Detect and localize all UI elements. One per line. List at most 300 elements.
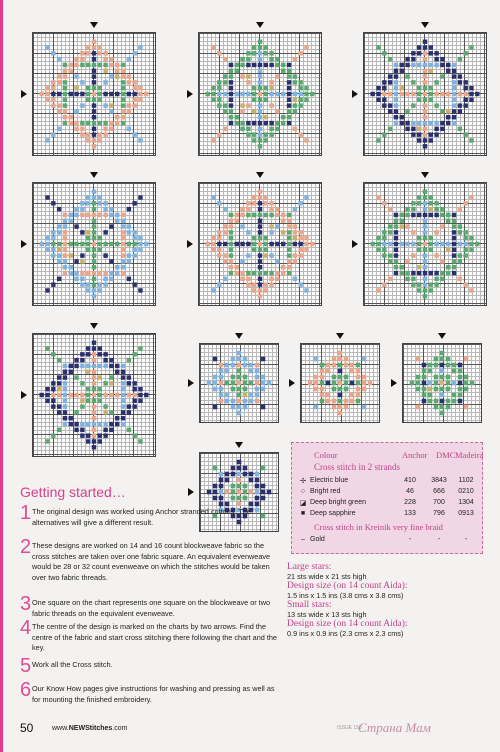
stitch-cell: [452, 63, 456, 67]
stitch-cell: [246, 282, 250, 286]
small-stars-title: Small stars:: [287, 600, 332, 610]
stitch-cell: [103, 271, 107, 275]
stitch-cell: [350, 381, 355, 386]
key-colour-name: Bright red: [310, 488, 341, 495]
stitch-cell: [428, 399, 433, 404]
stitch-cell: [356, 393, 361, 398]
stitch-cell: [246, 201, 250, 205]
stitch-cell: [440, 411, 445, 416]
stitch-cell: [80, 201, 84, 205]
key-symbol: ○: [300, 488, 306, 495]
stitch-cell: [127, 358, 131, 362]
stitch-cell: [281, 92, 285, 96]
stitch-cell: [394, 69, 398, 73]
stitch-cell: [127, 242, 131, 246]
stitch-cell: [417, 45, 421, 49]
stitch-cell: [434, 282, 438, 286]
stitch-cell: [69, 416, 73, 420]
stitch-cell: [229, 115, 233, 119]
stitch-cell: [320, 393, 325, 398]
stitch-cell: [57, 381, 61, 385]
stitch-cell: [423, 253, 427, 257]
stitch-cell: [293, 236, 297, 240]
stitch-cell: [411, 207, 415, 211]
chart-motif-10: [402, 343, 482, 423]
stitch-cell: [103, 277, 107, 281]
stitch-cell: [382, 236, 386, 240]
stitch-cell: [63, 248, 67, 252]
stitch-cell: [304, 242, 308, 246]
step-number: 4: [20, 617, 32, 639]
stitch-cell: [411, 80, 415, 84]
stitch-cell: [434, 103, 438, 107]
stitch-cell: [57, 410, 61, 414]
stitch-cell: [428, 381, 433, 386]
stitch-cell: [229, 69, 233, 73]
stitch-cell: [423, 57, 427, 61]
stitch-cell: [287, 86, 291, 90]
stitch-cell: [86, 51, 90, 55]
stitch-cell: [458, 253, 462, 257]
stitch-cell: [206, 92, 210, 96]
stitch-cell: [217, 230, 221, 234]
stitch-cell: [103, 132, 107, 136]
stitch-cell: [252, 98, 256, 102]
stitch-cell: [258, 144, 262, 148]
stitch-cell: [258, 213, 262, 217]
stitch-cell: [269, 201, 273, 205]
stitch-cell: [235, 92, 239, 96]
stitch-cell: [269, 207, 273, 211]
centre-arrow-right-icon: [187, 240, 193, 248]
stitch-cell: [463, 51, 467, 55]
stitch-cell: [223, 277, 227, 281]
stitch-cell: [314, 381, 319, 386]
stitch-cell: [293, 230, 297, 234]
stitch-cell: [293, 253, 297, 257]
stitch-cell: [394, 63, 398, 67]
stitch-cell: [74, 428, 78, 432]
stitch-cell: [132, 201, 136, 205]
stitch-cell: [423, 45, 427, 49]
stitch-cell: [452, 248, 456, 252]
step-text: The original design was worked using Anchor stranded cottons. The alternatives will give a different result.: [32, 507, 251, 527]
stitch-cell: [394, 259, 398, 263]
stitch-cell: [463, 80, 467, 84]
stitch-cell: [98, 364, 102, 368]
stitch-cell: [293, 98, 297, 102]
stitch-cell: [350, 393, 355, 398]
stitch-cell: [57, 248, 61, 252]
stitch-cell: [416, 357, 421, 362]
stitch-cell: [258, 236, 262, 240]
stitch-cell: [252, 86, 256, 90]
stitch-cell: [92, 393, 96, 397]
stitch-cell: [231, 375, 236, 380]
stitch-cell: [223, 103, 227, 107]
stitch-cell: [382, 51, 386, 55]
stitch-cell: [121, 399, 125, 403]
stitch-cell: [63, 422, 67, 426]
stitch-cell: [310, 242, 314, 246]
key-header-madeira: Madeira: [455, 450, 484, 460]
stitch-cell: [422, 393, 427, 398]
stitch-cell: [338, 411, 343, 416]
stitch-cell: [269, 92, 273, 96]
stitch-cell: [400, 242, 404, 246]
stitch-cell: [219, 381, 224, 386]
stitch-cell: [293, 57, 297, 61]
stitch-cell: [92, 144, 96, 148]
stitch-cell: [376, 288, 380, 292]
stitch-cell: [45, 236, 49, 240]
stitch-cell: [469, 242, 473, 246]
stitch-cell: [446, 381, 451, 386]
stitch-cell: [293, 127, 297, 131]
stitch-cell: [57, 358, 61, 362]
stitch-cell: [63, 265, 67, 269]
stitch-cell: [264, 86, 268, 90]
stitch-cell: [246, 127, 250, 131]
stitch-cell: [237, 490, 242, 495]
stitch-cell: [261, 484, 266, 489]
stitch-cell: [440, 74, 444, 78]
stitch-cell: [281, 230, 285, 234]
stitch-cell: [252, 138, 256, 142]
key-symbol: ■: [300, 510, 306, 517]
stitch-cell: [429, 51, 433, 55]
stitch-cell: [452, 109, 456, 113]
stitch-cell: [423, 236, 427, 240]
stitch-cell: [74, 86, 78, 90]
stitch-cell: [405, 224, 409, 228]
stitch-cell: [132, 404, 136, 408]
stitch-cell: [394, 219, 398, 223]
stitch-cell: [258, 138, 262, 142]
stitch-cell: [258, 127, 262, 131]
stitch-cell: [440, 92, 444, 96]
stitch-cell: [458, 369, 463, 374]
stitch-cell: [252, 132, 256, 136]
stitch-cell: [121, 381, 125, 385]
chart-motif-7: [32, 333, 156, 457]
stitch-cell: [469, 288, 473, 292]
stitch-cell: [429, 207, 433, 211]
stitch-cell: [92, 399, 96, 403]
stitch-cell: [423, 92, 427, 96]
stitch-cell: [298, 230, 302, 234]
stitch-cell: [394, 103, 398, 107]
stitch-cell: [275, 207, 279, 211]
stitch-cell: [258, 121, 262, 125]
stitch-cell: [132, 103, 136, 107]
stitch-cell: [92, 288, 96, 292]
stitch-cell: [417, 132, 421, 136]
stitch-cell: [338, 375, 343, 380]
stitch-cell: [423, 195, 427, 199]
stitch-cell: [452, 115, 456, 119]
stitch-cell: [326, 399, 331, 404]
stitch-cell: [249, 363, 254, 368]
stitch-cell: [92, 132, 96, 136]
stitch-cell: [293, 242, 297, 246]
stitch-cell: [255, 399, 260, 404]
stitch-cell: [326, 381, 331, 386]
stitch-cell: [115, 74, 119, 78]
stitch-cell: [310, 92, 314, 96]
stitch-motif: [199, 33, 321, 155]
stitch-cell: [458, 375, 463, 380]
stitch-cell: [109, 127, 113, 131]
stitch-cell: [45, 387, 49, 391]
stitch-cell: [446, 121, 450, 125]
stitch-cell: [86, 121, 90, 125]
step-6: [20, 679, 275, 706]
stitch-cell: [246, 80, 250, 84]
stitch-cell: [63, 109, 67, 113]
stitch-cell: [452, 369, 457, 374]
stitch-cell: [109, 422, 113, 426]
stitch-cell: [86, 399, 90, 403]
stitch-cell: [109, 103, 113, 107]
stitch-cell: [422, 381, 427, 386]
stitch-cell: [229, 230, 233, 234]
stitch-cell: [121, 230, 125, 234]
stitch-cell: [452, 92, 456, 96]
stitch-cell: [440, 271, 444, 275]
stitch-cell: [80, 277, 84, 281]
stitch-cell: [211, 86, 215, 90]
stitch-cell: [440, 109, 444, 113]
stitch-cell: [63, 387, 67, 391]
stitch-cell: [237, 399, 242, 404]
stitch-cell: [86, 92, 90, 96]
colour-key: [291, 442, 483, 554]
stitch-cell: [243, 381, 248, 386]
stitch-cell: [138, 399, 142, 403]
stitch-cell: [92, 248, 96, 252]
stitch-cell: [127, 74, 131, 78]
stitch-cell: [388, 92, 392, 96]
stitch-cell: [235, 63, 239, 67]
stitch-cell: [138, 387, 142, 391]
stitch-cell: [223, 253, 227, 257]
stitch-cell: [229, 224, 233, 228]
stitch-cell: [229, 80, 233, 84]
stitch-cell: [237, 411, 242, 416]
stitch-cell: [269, 224, 273, 228]
stitch-cell: [213, 466, 218, 471]
stitch-cell: [229, 92, 233, 96]
stitch-cell: [74, 410, 78, 414]
stitch-cell: [246, 242, 250, 246]
stitch-cell: [258, 219, 262, 223]
stitch-cell: [269, 103, 273, 107]
stitch-cell: [92, 219, 96, 223]
stitch-cell: [115, 92, 119, 96]
stitch-cell: [121, 410, 125, 414]
stitch-cell: [320, 369, 325, 374]
stitch-cell: [255, 393, 260, 398]
stitch-cell: [440, 375, 445, 380]
stitch-cell: [400, 219, 404, 223]
stitch-cell: [382, 201, 386, 205]
stitch-cell: [103, 433, 107, 437]
stitch-cell: [109, 92, 113, 96]
stitch-cell: [423, 213, 427, 217]
stitch-cell: [92, 242, 96, 246]
step-4: [20, 617, 277, 654]
stitch-cell: [252, 236, 256, 240]
stitch-cell: [469, 92, 473, 96]
stitch-cell: [63, 69, 67, 73]
stitch-cell: [63, 416, 67, 420]
stitch-cell: [243, 484, 248, 489]
stitch-cell: [394, 271, 398, 275]
stitch-cell: [423, 109, 427, 113]
stitch-cell: [86, 364, 90, 368]
stitch-cell: [229, 63, 233, 67]
stitch-cell: [127, 410, 131, 414]
stitch-cell: [338, 387, 343, 392]
stitch-cell: [338, 393, 343, 398]
stitch-cell: [371, 92, 375, 96]
stitch-cell: [356, 363, 361, 368]
stitch-cell: [144, 242, 148, 246]
stitch-cell: [287, 219, 291, 223]
stitch-cell: [121, 224, 125, 228]
stitch-cell: [229, 253, 233, 257]
stitch-cell: [440, 405, 445, 410]
stitch-cell: [464, 357, 469, 362]
stitch-cell: [229, 86, 233, 90]
stitch-cell: [246, 51, 250, 55]
stitch-cell: [434, 399, 439, 404]
stitch-cell: [249, 502, 254, 507]
stitch-cell: [63, 404, 67, 408]
stitch-cell: [458, 92, 462, 96]
key-madeira: -: [464, 536, 468, 543]
stitch-cell: [440, 63, 444, 67]
stitch-cell: [45, 399, 49, 403]
stitch-cell: [382, 242, 386, 246]
stitch-cell: [423, 103, 427, 107]
stitch-cell: [74, 259, 78, 263]
stitch-cell: [121, 364, 125, 368]
stitch-cell: [80, 271, 84, 275]
stitch-cell: [287, 242, 291, 246]
stitch-cell: [269, 213, 273, 217]
stitch-cell: [287, 271, 291, 275]
stitch-cell: [440, 259, 444, 263]
stitch-cell: [255, 490, 260, 495]
stitch-cell: [258, 40, 262, 44]
stitch-cell: [132, 236, 136, 240]
stitch-cell: [213, 381, 218, 386]
stitch-cell: [261, 387, 266, 392]
stitch-cell: [109, 271, 113, 275]
stitch-cell: [434, 363, 439, 368]
step-number: 1: [20, 502, 32, 524]
stitch-cell: [86, 393, 90, 397]
stitch-cell: [103, 364, 107, 368]
stitch-cell: [320, 399, 325, 404]
stitch-cell: [411, 57, 415, 61]
stitch-cell: [57, 375, 61, 379]
stitch-cell: [80, 51, 84, 55]
stitch-cell: [132, 92, 136, 96]
stitch-cell: [109, 109, 113, 113]
stitch-cell: [121, 80, 125, 84]
stitch-cell: [74, 63, 78, 67]
stitch-cell: [423, 224, 427, 228]
step-number: 2: [20, 536, 32, 558]
stitch-cell: [80, 242, 84, 246]
stitch-cell: [304, 98, 308, 102]
key-header-anchor: Anchor: [402, 450, 428, 460]
stitch-cell: [92, 195, 96, 199]
stitch-cell: [217, 282, 221, 286]
stitch-cell: [287, 265, 291, 269]
stitch-cell: [121, 253, 125, 257]
stitch-cell: [121, 109, 125, 113]
key-dmc: 796: [433, 510, 445, 517]
stitch-cell: [264, 236, 268, 240]
stitch-cell: [446, 375, 451, 380]
stitch-cell: [127, 375, 131, 379]
stitch-cell: [429, 248, 433, 252]
stitch-cell: [86, 138, 90, 142]
stitch-cell: [376, 92, 380, 96]
stitch-cell: [80, 80, 84, 84]
stitch-cell: [423, 242, 427, 246]
stitch-cell: [74, 393, 78, 397]
stitch-cell: [132, 253, 136, 257]
stitch-cell: [298, 98, 302, 102]
stitch-cell: [243, 490, 248, 495]
stitch-cell: [394, 230, 398, 234]
stitch-cell: [458, 224, 462, 228]
stitch-cell: [416, 381, 421, 386]
stitch-cell: [69, 242, 73, 246]
stitch-cell: [338, 381, 343, 386]
stitch-cell: [74, 92, 78, 96]
stitch-cell: [51, 230, 55, 234]
stitch-cell: [440, 369, 445, 374]
stitch-cell: [86, 387, 90, 391]
stitch-cell: [40, 242, 44, 246]
stitch-cell: [429, 288, 433, 292]
stitch-cell: [293, 80, 297, 84]
stitch-cell: [434, 230, 438, 234]
stitch-cell: [223, 92, 227, 96]
stitch-cell: [80, 207, 84, 211]
stitch-cell: [217, 132, 221, 136]
stitch-cell: [452, 230, 456, 234]
stitch-cell: [281, 63, 285, 67]
stitch-cell: [98, 248, 102, 252]
stitch-cell: [74, 224, 78, 228]
stitch-cell: [63, 375, 67, 379]
stitch-cell: [98, 346, 102, 350]
stitch-cell: [217, 98, 221, 102]
stitch-cell: [240, 213, 244, 217]
stitch-cell: [80, 230, 84, 234]
stitch-cell: [423, 288, 427, 292]
stitch-cell: [264, 288, 268, 292]
stitch-cell: [240, 271, 244, 275]
stitch-cell: [344, 381, 349, 386]
